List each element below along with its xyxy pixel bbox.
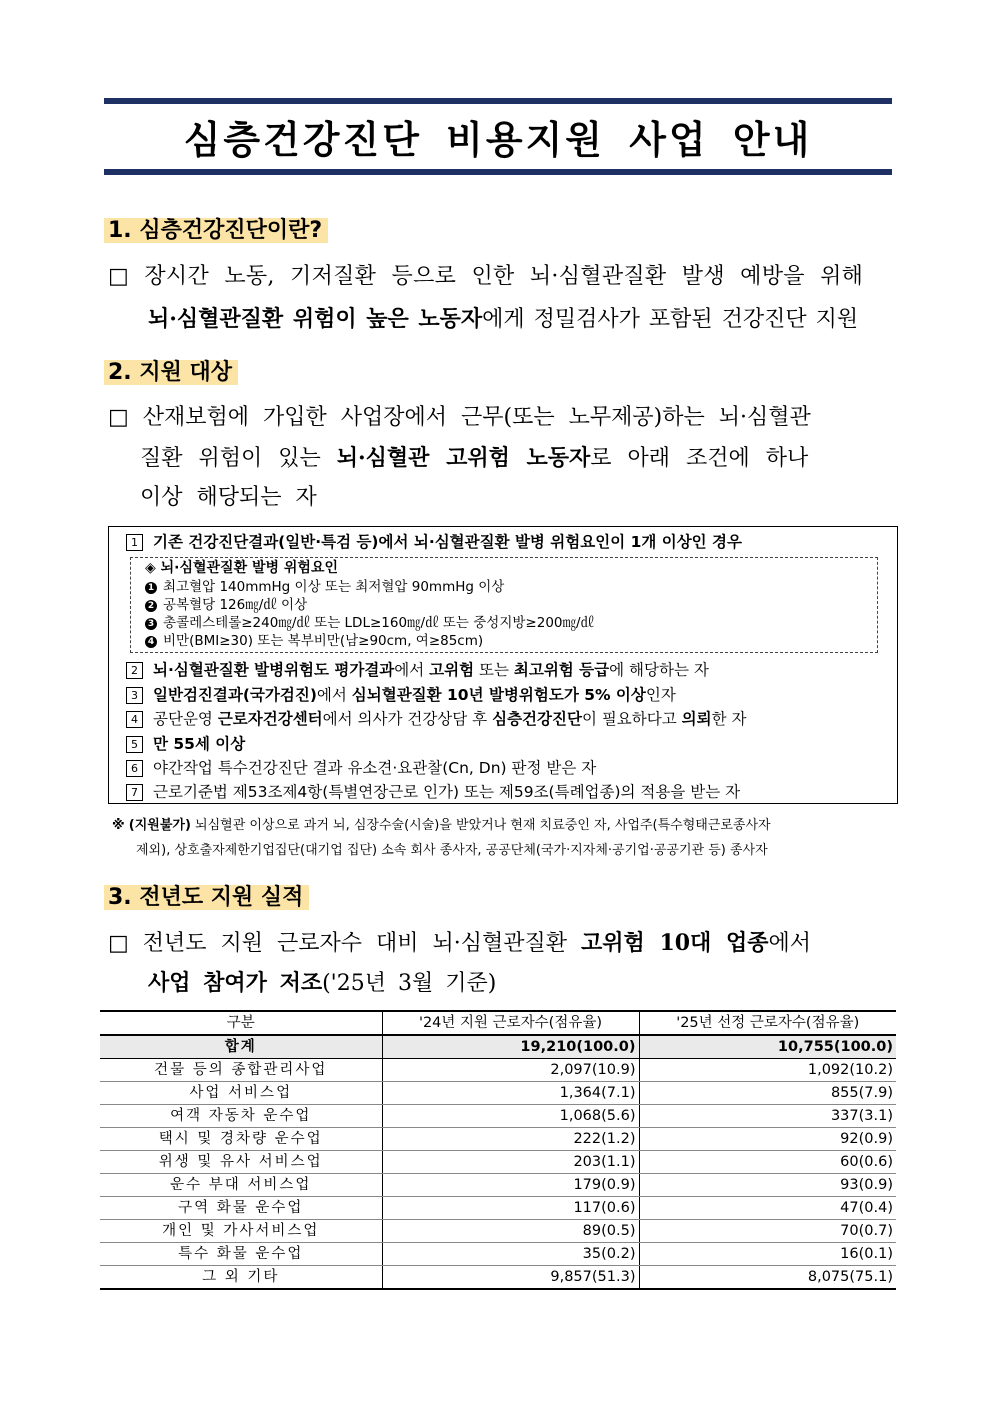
section1-heading: 1. 심층건강진단이란?: [104, 216, 328, 246]
risk-factors-title: ◈ 뇌·심혈관질환 발병 위험요인: [145, 560, 338, 576]
condition-4: 4 공단운영 근로자건강센터에서 의사가 건강상담 후 심층건강진단이 필요하다고 의뢰한 자: [126, 708, 746, 730]
section2-heading: 2. 지원 대상: [104, 358, 238, 388]
table-row: 사업 서비스업 1,364(7.1) 855(7.9): [100, 1082, 896, 1105]
risk-factors-box: [130, 557, 878, 653]
risk-factor-item: 3 총콜레스테롤≥240㎎/㎗ 또는 LDL≥160㎎/㎗ 또는 중성지방≥200㎎/㎗: [145, 614, 594, 632]
risk-factor-item: 2 공복혈당 126㎎/㎗ 이상: [145, 596, 307, 614]
condition-1: 1 기존 건강진단결과(일반·특검 등)에서 뇌·심혈관질환 발병 위험요인이 1개 이상인 경우: [126, 531, 742, 553]
condition-3: 3 일반검진결과(국가검진)에서 심뇌혈관질환 10년 발병위험도가 5% 이상인자: [126, 684, 676, 706]
condition-7: 7 근로기준법 제53조제4항(특별연장근로 인가) 또는 제59조(특례업종)의 적용을 받는 자: [126, 781, 740, 803]
table-row: 개인 및 가사서비스업 89(0.5) 70(0.7): [100, 1220, 896, 1243]
exclusion-note-line1: ※ (지원불가) 뇌심혈관 이상으로 과거 뇌, 심장수술(시술)을 받았거나 현재 치료중인 자, 사업주(특수형태근로종사자: [112, 818, 771, 833]
table-row: 위생 및 유사 서비스업 203(1.1) 60(0.6): [100, 1151, 896, 1174]
page-title: 심층건강진단 비용지원 사업 안내: [183, 118, 813, 162]
table-row: 구역 화물 운수업 117(0.6) 47(0.4): [100, 1197, 896, 1220]
table-header-row: [100, 1011, 896, 1035]
section2-line1: □ 산재보험에 가입한 사업장에서 근무(또는 노무제공)하는 뇌·심혈관: [108, 405, 811, 430]
table-row: 특수 화물 운수업 35(0.2) 16(0.1): [100, 1243, 896, 1266]
table-total-row: 합계 19,210(100.0) 10,755(100.0): [100, 1035, 896, 1059]
table-header-cell: 구분: [100, 1011, 382, 1035]
table-row: 택시 및 경차량 운수업 222(1.2) 92(0.9): [100, 1128, 896, 1151]
section3-heading: 3. 전년도 지원 실적: [104, 883, 309, 913]
table-header-cell: '24년 지원 근로자수(점유율): [382, 1011, 639, 1035]
section3-line2: 사업 참여가 저조('25년 3월 기준): [148, 970, 497, 996]
section1-line2: 뇌·심혈관질환 위험이 높은 노동자에게 정밀검사가 포함된 건강진단 지원: [148, 306, 859, 332]
section2-line2: 질환 위험이 있는 뇌·심혈관 고위험 노동자로 아래 조건에 하나: [140, 445, 809, 471]
table-row: 운수 부대 서비스업 179(0.9) 93(0.9): [100, 1174, 896, 1197]
risk-factor-item: 4 비만(BMI≥30) 또는 복부비만(남≥90cm, 여≥85cm): [145, 632, 483, 650]
section2-line3: 이상 해당되는 자: [140, 485, 317, 510]
performance-table: [100, 1010, 896, 1290]
section3-line1: □ 전년도 지원 근로자수 대비 뇌·심혈관질환 고위험 10대 업종에서: [108, 930, 811, 956]
section1-line1: □ 장시간 노동, 기저질환 등으로 인한 뇌·심혈관질환 발생 예방을 위해: [108, 264, 864, 289]
condition-5: 5 만 55세 이상: [126, 733, 245, 755]
condition-2: 2 뇌·심혈관질환 발병위험도 평가결과에서 고위험 또는 최고위험 등급에 해당하는 자: [126, 659, 709, 681]
title-box: [104, 98, 892, 175]
exclusion-note-line2: 제외), 상호출자제한기업집단(대기업 집단) 소속 회사 종사자, 공공단체(국가·지자체·공기업·공공기관 등) 종사자: [136, 843, 768, 858]
table-row: 그 외 기타 9,857(51.3) 8,075(75.1): [100, 1266, 896, 1290]
table-header-cell: '25년 선정 근로자수(점유율): [639, 1011, 896, 1035]
risk-factor-item: 1 최고혈압 140mmHg 이상 또는 최저혈압 90mmHg 이상: [145, 578, 504, 596]
table-row: 여객 자동차 운수업 1,068(5.6) 337(3.1): [100, 1105, 896, 1128]
condition-6: 6 야간작업 특수건강진단 결과 유소견·요관찰(Cn, Dn) 판정 받은 자: [126, 757, 596, 779]
table-row: 건물 등의 종합관리사업 2,097(10.9) 1,092(10.2): [100, 1059, 896, 1082]
